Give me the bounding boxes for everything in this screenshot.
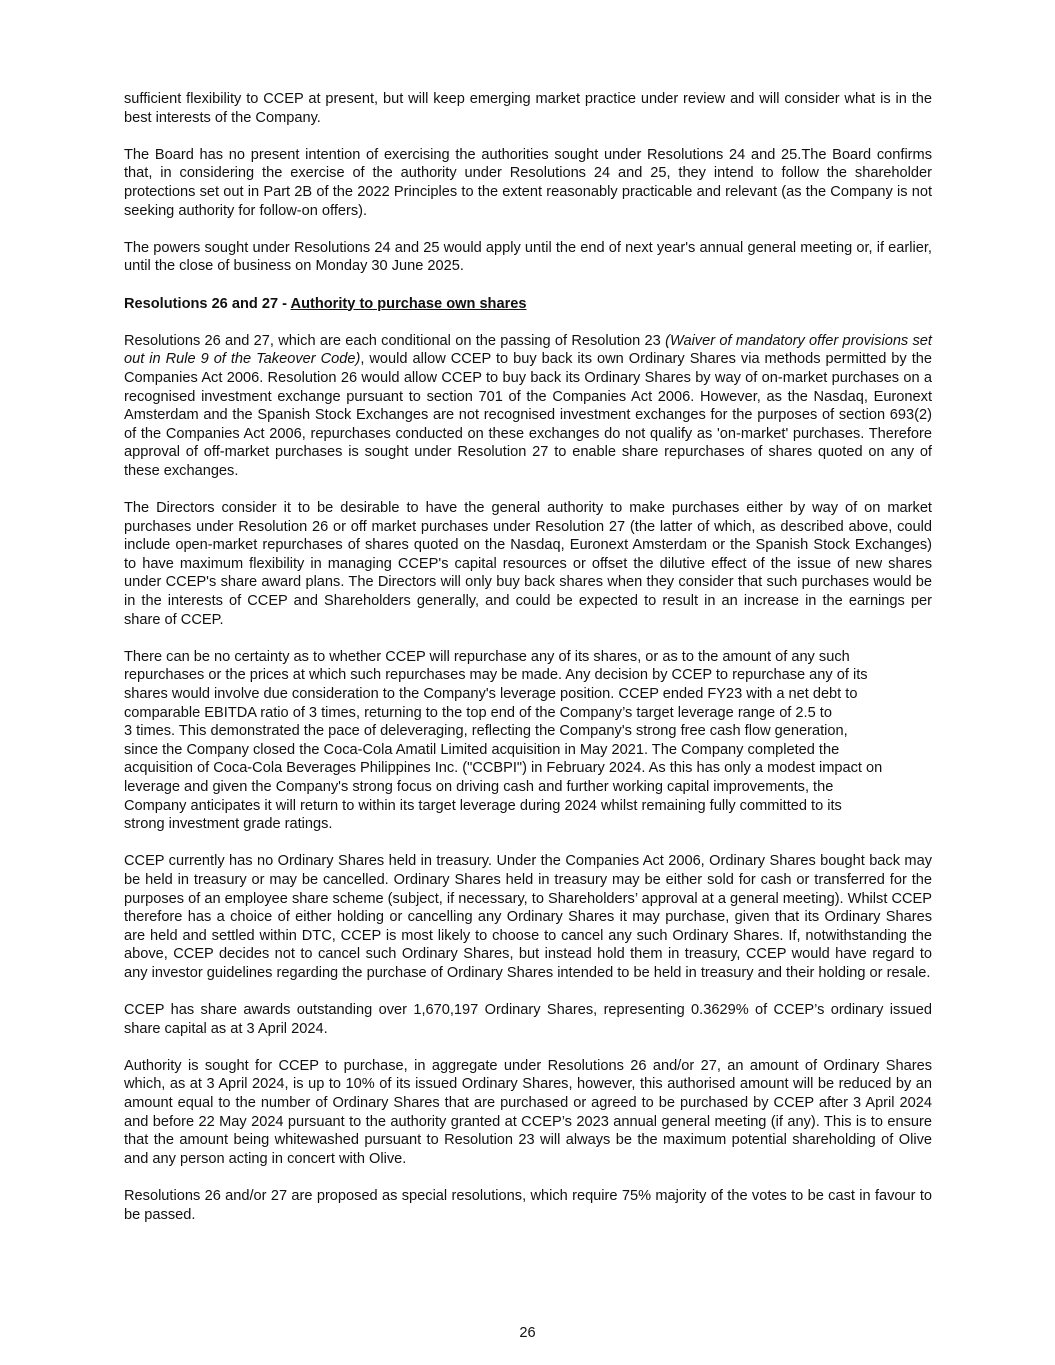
paragraph-no-certainty (124, 648, 932, 834)
intro-italic-reference: (Waiver of mandatory offer provisions set out in Rule 9 of the Takeover Code) (124, 332, 932, 368)
paragraph-resolution-intro (124, 332, 932, 481)
paragraph-special-resolutions: Resolutions 26 and/or 27 are proposed as special resolutions, which require 75% majority of the votes to be cast in favour to be passed. (124, 1188, 932, 1223)
paragraph-directors: The Directors consider it to be desirable to have the general authority to make purchases either by way of on market purchases under Resolution 26 or off market purchases under Resolution 27 (the latter of which, as described above, could include open-market repurchases of shares quoted on the Nasdaq, Euronext Amsterdam or the Spanish Stock Exchanges) to have maximum flexibility in managing CCEP's capital resources or offset the dilutive effect of the issue of new shares under CCEP's share award plans. The Directors will only buy back shares when they consider that such purchases would be in the interests of CCEP and Shareholders generally, and could be expected to result in an increase in the earnings per share of CCEP. (124, 500, 932, 628)
paragraph-treasury: CCEP currently has no Ordinary Shares held in treasury. Under the Companies Act 2006, Ordinary Shares bought back may be held in treasury or may be cancelled. Ordinary Shares held in treasury may be either sold for cash or transferred for the purposes of an employee share scheme (subject, if necessary, to Shareholders’ approval at a general meeting). Whilst CCEP therefore has a choice of either holding or cancelling any Ordinary Shares it may purchase, given that its Ordinary Shares are held and settled within DTC, CCEP is most likely to choose to cancel any such Ordinary Shares. If, notwithstanding the above, CCEP decides not to cancel such Ordinary Shares, but instead hold them in treasury, CCEP would have regard to any investor guidelines regarding the purchase of Ordinary Shares intended to be held in treasury and their holding or resale. (124, 853, 932, 981)
paragraph-powers-duration: The powers sought under Resolutions 24 and 25 would apply until the end of next year's annual general meeting or, if earlier, until the close of business on Monday 30 June 2025. (124, 239, 932, 275)
intro-rest: , would allow CCEP to buy back its own Ordinary Shares via methods permitted by the Companies Act 2006. Resolution 26 would allow CCEP to buy back its Ordinary Shares by way of on-market purchases on a recognised investment exchange pursuant to section 701 of the Companies Act 2006. However, as the Nasdaq, Euronext Amsterdam and the Spanish Stock Exchanges are not recognised investment exchanges for the purposes of section 693(2) of the Companies Act 2006, repurchases conducted on these exchanges do not qualify as 'on-market' purchases. Therefore approval of off-market purchases is sought under Resolution 27 to enable share repurchases of shares quoted on any of these exchanges. (124, 351, 932, 479)
paragraph-authority-sought: Authority is sought for CCEP to purchase, in aggregate under Resolutions 26 and/or 27, an amount of Ordinary Shares which, as at 3 April 2024, is up to 10% of its issued Ordinary Shares, however, this authorised amount will be reduced by an amount equal to the number of Ordinary Shares that are purchased or agreed to be purchased by CCEP after 3 April 2024 and before 22 May 2024 pursuant to the authority granted at CCEP’s 2023 annual general meeting (if any). This is to ensure that the amount being whitewashed pursuant to Resolution 23 will always be the maximum potential shareholding of Olive and any person acting in concert with Olive. (124, 1057, 932, 1167)
page-body (124, 90, 932, 1243)
certainty-line: comparable EBITDA ratio of 3 times, returning to the top end of the Company’s target leverage range of 2.5 to (124, 704, 832, 721)
page-number: 26 (519, 1325, 536, 1341)
intro-lead: Resolutions 26 and 27, which are each conditional on the passing of Resolution 23 (124, 332, 666, 349)
certainty-line: shares would involve due consideration to the Company's leverage position. CCEP ended FY23 with a net debt to (124, 686, 858, 702)
paragraph-board-intention: The Board has no present intention of exercising the authorities sought under Resolutions 24 and 25.The Board confirms that, in considering the exercise of the authority under Resolutions 24 and 25, they intend to follow the shareholder protections set out in Part 2B of the 2022 Principles to the extent reasonably practicable and relevant (as the Company is not seeking authority for follow-on offers). (124, 146, 932, 219)
certainty-line: There can be no certainty as to whether CCEP will repurchase any of its shares, or as to the amount of any such (124, 648, 850, 665)
certainty-line: acquisition of Coca-Cola Beverages Philippines Inc. ("CCBPI") in February 2024. As this has only a modest impact on (124, 760, 883, 777)
paragraph-flexibility: sufficient flexibility to CCEP at present, but will keep emerging market practice under review and will consider what is in the best interests of the Company. (124, 91, 932, 126)
certainty-line: strong investment grade ratings. (124, 816, 333, 833)
certainty-line: Company anticipates it will return to within its target leverage during 2024 whilst remaining fully committed to its (124, 797, 842, 814)
section-heading-prefix: Resolutions 26 and 27 - (124, 295, 291, 312)
certainty-line: since the Company closed the Coca-Cola Amatil Limited acquisition in May 2021. The Company completed the (124, 741, 840, 758)
section-heading (124, 295, 932, 314)
certainty-line: 3 times. This demonstrated the pace of deleveraging, reflecting the Company's strong free cash flow generation, (124, 723, 848, 740)
certainty-line: leverage and given the Company's strong focus on driving cash and further working capital improvements, the (124, 778, 834, 795)
section-heading-title: Authority to purchase own shares (290, 295, 527, 312)
certainty-line: repurchases or the prices at which such repurchases may be made. Any decision by CCEP to repurchase any of its (124, 667, 868, 684)
paragraph-share-awards: CCEP has share awards outstanding over 1,670,197 Ordinary Shares, representing 0.3629% of CCEP’s ordinary issued share capital as at 3 April 2024. (124, 1002, 932, 1037)
